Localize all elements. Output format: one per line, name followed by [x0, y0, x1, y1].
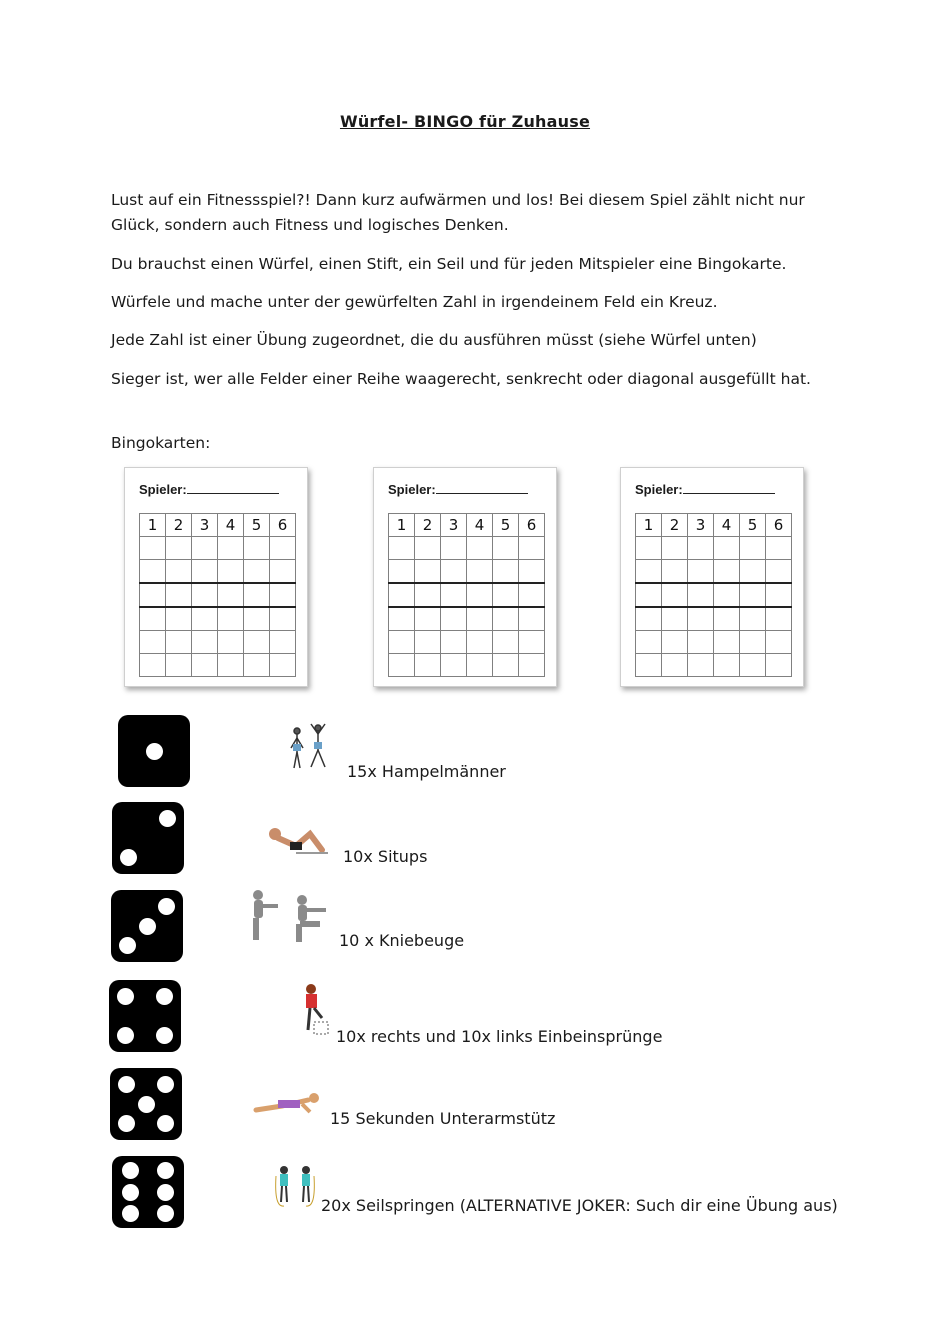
- bingo-cell[interactable]: [662, 583, 688, 607]
- bingo-cell[interactable]: [415, 583, 441, 607]
- exercise-label-2: 10x Situps: [343, 847, 428, 866]
- bingo-cell[interactable]: [192, 583, 218, 607]
- die-pip: [158, 898, 175, 915]
- bingo-cell[interactable]: [467, 631, 493, 654]
- bingo-column-number: 2: [166, 514, 192, 537]
- bingo-cell[interactable]: [140, 537, 166, 560]
- die-one-icon: [118, 715, 190, 787]
- die-pip: [156, 1027, 173, 1044]
- bingo-grid-row: [140, 537, 296, 560]
- bingo-cell[interactable]: [244, 560, 270, 584]
- bingo-column-number: 4: [218, 514, 244, 537]
- bingo-grid-row: [389, 583, 545, 607]
- die-pip: [118, 1115, 135, 1132]
- bingo-cell[interactable]: [467, 537, 493, 560]
- bingo-grid-header: [389, 514, 545, 537]
- bingo-cell[interactable]: [244, 607, 270, 631]
- bingo-column-number: 5: [244, 514, 270, 537]
- bingo-cell[interactable]: [766, 654, 792, 677]
- bingo-cell[interactable]: [766, 560, 792, 584]
- bingo-grid-row: [636, 631, 792, 654]
- bingo-cell[interactable]: [218, 607, 244, 631]
- bingo-card-2: [373, 467, 557, 687]
- bingo-grid-row: [140, 631, 296, 654]
- die-pip: [139, 918, 156, 935]
- die-pip: [157, 1205, 174, 1222]
- bingo-column-number: 3: [441, 514, 467, 537]
- intro-paragraph-1: Lust auf ein Fitnessspiel?! Dann kurz aufwärmen und los! Bei diesem Spiel zählt nicht nur Glück, sondern auch Fitness und logisches Denken.: [111, 191, 805, 234]
- bingo-cell[interactable]: [740, 631, 766, 654]
- bingo-cell[interactable]: [389, 560, 415, 584]
- bingo-cell[interactable]: [244, 654, 270, 677]
- bingo-cell[interactable]: [636, 537, 662, 560]
- bingo-cell[interactable]: [270, 537, 296, 560]
- bingo-column-number: 4: [467, 514, 493, 537]
- bingo-cell[interactable]: [636, 607, 662, 631]
- bingo-cell[interactable]: [740, 560, 766, 584]
- bingo-cell[interactable]: [662, 631, 688, 654]
- bingo-cell[interactable]: [740, 607, 766, 631]
- exercise-label-6: 20x Seilspringen (ALTERNATIVE JOKER: Such dir eine Übung aus): [321, 1196, 838, 1215]
- bingo-cell[interactable]: [415, 560, 441, 584]
- intro-paragraph-3: Würfele und mache unter der gewürfelten Zahl in irgendeinem Feld ein Kreuz.: [111, 293, 718, 311]
- bingo-cell[interactable]: [688, 607, 714, 631]
- bingo-column-number: 5: [493, 514, 519, 537]
- bingo-column-number: 2: [415, 514, 441, 537]
- bingo-column-number: 3: [688, 514, 714, 537]
- bingo-cell[interactable]: [714, 537, 740, 560]
- bingo-cell[interactable]: [467, 560, 493, 584]
- bingo-cell[interactable]: [218, 654, 244, 677]
- die-pip: [117, 1027, 134, 1044]
- bingo-grid-row: [140, 607, 296, 631]
- exercise-label-5: 15 Sekunden Unterarmstütz: [330, 1109, 556, 1128]
- bingo-cell[interactable]: [270, 654, 296, 677]
- die-pip: [122, 1205, 139, 1222]
- bingo-cell[interactable]: [441, 537, 467, 560]
- bingo-cell[interactable]: [140, 654, 166, 677]
- bingo-cell[interactable]: [662, 607, 688, 631]
- player-label: Spieler:: [388, 481, 528, 497]
- bingo-cell[interactable]: [766, 583, 792, 607]
- bingo-cell[interactable]: [389, 583, 415, 607]
- bingo-grid-row: [389, 654, 545, 677]
- bingo-column-number: 6: [270, 514, 296, 537]
- bingo-cell[interactable]: [493, 560, 519, 584]
- bingo-cell[interactable]: [714, 654, 740, 677]
- jumping-jacks-figure-icon: [286, 722, 330, 772]
- bingo-column-number: 6: [766, 514, 792, 537]
- bingo-cell[interactable]: [662, 560, 688, 584]
- bingo-cell[interactable]: [192, 654, 218, 677]
- bingo-cell[interactable]: [218, 583, 244, 607]
- one-leg-jump-figure-icon: [298, 982, 330, 1038]
- bingo-cell[interactable]: [740, 654, 766, 677]
- bingo-cell[interactable]: [636, 583, 662, 607]
- bingo-cell[interactable]: [714, 607, 740, 631]
- bingo-cell[interactable]: [688, 537, 714, 560]
- bingo-cell[interactable]: [688, 631, 714, 654]
- bingo-cell[interactable]: [467, 654, 493, 677]
- die-four-icon: [109, 980, 181, 1052]
- bingo-cell[interactable]: [140, 583, 166, 607]
- bingo-cell[interactable]: [166, 654, 192, 677]
- exercise-label-3: 10 x Kniebeuge: [339, 931, 465, 950]
- bingo-cell[interactable]: [467, 607, 493, 631]
- bingo-cell[interactable]: [714, 560, 740, 584]
- rope-skipping-figure-icon: [272, 1162, 318, 1210]
- bingo-cell[interactable]: [218, 537, 244, 560]
- die-six-icon: [112, 1156, 184, 1228]
- die-pip: [119, 937, 136, 954]
- bingo-cell[interactable]: [636, 560, 662, 584]
- bingo-grid: [388, 513, 545, 677]
- intro-paragraph-4: Jede Zahl ist einer Übung zugeordnet, die du ausführen müsst (siehe Würfel unten): [111, 331, 757, 349]
- forearm-plank-figure-icon: [252, 1090, 324, 1116]
- bingo-cell[interactable]: [519, 607, 545, 631]
- player-name-line: [683, 481, 775, 494]
- bingo-cell[interactable]: [192, 607, 218, 631]
- bingo-cell[interactable]: [636, 631, 662, 654]
- bingo-cell[interactable]: [270, 631, 296, 654]
- bingo-cell[interactable]: [766, 631, 792, 654]
- bingo-cell[interactable]: [140, 631, 166, 654]
- bingo-cell[interactable]: [441, 560, 467, 584]
- bingo-cell[interactable]: [493, 631, 519, 654]
- bingo-cell[interactable]: [244, 583, 270, 607]
- bingo-grid-header: [140, 514, 296, 537]
- bingo-cell[interactable]: [766, 607, 792, 631]
- bingo-cell[interactable]: [415, 537, 441, 560]
- bingo-cell[interactable]: [415, 631, 441, 654]
- bingo-cell[interactable]: [192, 537, 218, 560]
- bingo-cell[interactable]: [714, 583, 740, 607]
- bingo-grid-row: [636, 583, 792, 607]
- bingo-grid-row: [636, 560, 792, 584]
- bingo-grid: [635, 513, 792, 677]
- die-pip: [117, 988, 134, 1005]
- bingo-cell[interactable]: [740, 583, 766, 607]
- bingo-cell[interactable]: [441, 631, 467, 654]
- die-pip: [146, 743, 163, 760]
- bingo-cell[interactable]: [688, 560, 714, 584]
- die-pip: [157, 1115, 174, 1132]
- bingo-column-number: 1: [636, 514, 662, 537]
- bingo-grid-row: [389, 560, 545, 584]
- player-label: Spieler:: [139, 481, 279, 497]
- bingo-cards-heading: Bingokarten:: [111, 434, 211, 452]
- bingo-cell[interactable]: [441, 654, 467, 677]
- die-pip: [122, 1184, 139, 1201]
- intro-paragraph-5: Sieger ist, wer alle Felder einer Reihe waagerecht, senkrecht oder diagonal ausgefüllt hat.: [111, 370, 811, 388]
- bingo-cell[interactable]: [192, 560, 218, 584]
- bingo-cell[interactable]: [441, 583, 467, 607]
- die-pip: [157, 1184, 174, 1201]
- intro-paragraph-2: Du brauchst einen Würfel, einen Stift, ein Seil und für jeden Mitspieler eine Bingokarte.: [111, 255, 787, 273]
- die-pip: [118, 1076, 135, 1093]
- bingo-cell[interactable]: [415, 607, 441, 631]
- bingo-cell[interactable]: [244, 537, 270, 560]
- bingo-cell[interactable]: [166, 537, 192, 560]
- bingo-card-1: [124, 467, 308, 687]
- bingo-grid-row: [636, 654, 792, 677]
- bingo-cell[interactable]: [519, 654, 545, 677]
- bingo-cell[interactable]: [493, 537, 519, 560]
- bingo-card-3: [620, 467, 804, 687]
- bingo-grid-header: [636, 514, 792, 537]
- bingo-cell[interactable]: [166, 607, 192, 631]
- bingo-column-number: 6: [519, 514, 545, 537]
- bingo-cell[interactable]: [192, 631, 218, 654]
- bingo-cell[interactable]: [140, 560, 166, 584]
- bingo-grid-row: [389, 631, 545, 654]
- die-pip: [159, 810, 176, 827]
- bingo-cell[interactable]: [389, 607, 415, 631]
- bingo-cell[interactable]: [688, 654, 714, 677]
- player-label: Spieler:: [635, 481, 775, 497]
- bingo-cell[interactable]: [740, 537, 766, 560]
- bingo-cell[interactable]: [270, 560, 296, 584]
- bingo-cell[interactable]: [166, 583, 192, 607]
- bingo-column-number: 1: [140, 514, 166, 537]
- bingo-grid-row: [636, 537, 792, 560]
- page-title: Würfel- BINGO für Zuhause: [339, 112, 591, 131]
- bingo-cell[interactable]: [636, 654, 662, 677]
- die-pip: [157, 1162, 174, 1179]
- situps-figure-icon: [266, 820, 332, 858]
- bingo-cell[interactable]: [519, 537, 545, 560]
- bingo-cell[interactable]: [519, 583, 545, 607]
- bingo-cell[interactable]: [218, 631, 244, 654]
- bingo-cell[interactable]: [389, 631, 415, 654]
- bingo-cell[interactable]: [714, 631, 740, 654]
- bingo-grid: [139, 513, 296, 677]
- bingo-cell[interactable]: [662, 654, 688, 677]
- bingo-cell[interactable]: [467, 583, 493, 607]
- bingo-cell[interactable]: [441, 607, 467, 631]
- bingo-cell[interactable]: [415, 654, 441, 677]
- bingo-column-number: 5: [740, 514, 766, 537]
- bingo-cell[interactable]: [493, 583, 519, 607]
- bingo-column-number: 4: [714, 514, 740, 537]
- bingo-grid-row: [140, 560, 296, 584]
- bingo-grid-row: [140, 654, 296, 677]
- bingo-column-number: 1: [389, 514, 415, 537]
- bingo-cell[interactable]: [519, 631, 545, 654]
- bingo-column-number: 3: [192, 514, 218, 537]
- bingo-cell[interactable]: [270, 583, 296, 607]
- bingo-grid-row: [140, 583, 296, 607]
- bingo-cell[interactable]: [244, 631, 270, 654]
- bingo-cell[interactable]: [493, 607, 519, 631]
- bingo-column-number: 2: [662, 514, 688, 537]
- bingo-cell[interactable]: [662, 537, 688, 560]
- bingo-cell[interactable]: [688, 583, 714, 607]
- bingo-cell[interactable]: [493, 654, 519, 677]
- die-pip: [156, 988, 173, 1005]
- exercise-label-4: 10x rechts und 10x links Einbeinsprünge: [336, 1027, 663, 1046]
- bingo-grid-row: [389, 537, 545, 560]
- die-five-icon: [110, 1068, 182, 1140]
- bingo-cell[interactable]: [270, 607, 296, 631]
- bingo-cell[interactable]: [389, 654, 415, 677]
- die-three-icon: [111, 890, 183, 962]
- die-two-icon: [112, 802, 184, 874]
- die-pip: [138, 1096, 155, 1113]
- die-pip: [120, 849, 137, 866]
- player-name-line: [436, 481, 528, 494]
- bingo-cell[interactable]: [166, 631, 192, 654]
- player-name-line: [187, 481, 279, 494]
- bingo-grid-row: [636, 607, 792, 631]
- bingo-cell[interactable]: [389, 537, 415, 560]
- die-pip: [122, 1162, 139, 1179]
- die-pip: [157, 1076, 174, 1093]
- bingo-cell[interactable]: [166, 560, 192, 584]
- squats-figure-icon: [244, 888, 330, 946]
- exercise-label-1: 15x Hampelmänner: [347, 762, 506, 781]
- bingo-cell[interactable]: [140, 607, 166, 631]
- bingo-cell[interactable]: [519, 560, 545, 584]
- bingo-cell[interactable]: [218, 560, 244, 584]
- bingo-grid-row: [389, 607, 545, 631]
- bingo-cell[interactable]: [766, 537, 792, 560]
